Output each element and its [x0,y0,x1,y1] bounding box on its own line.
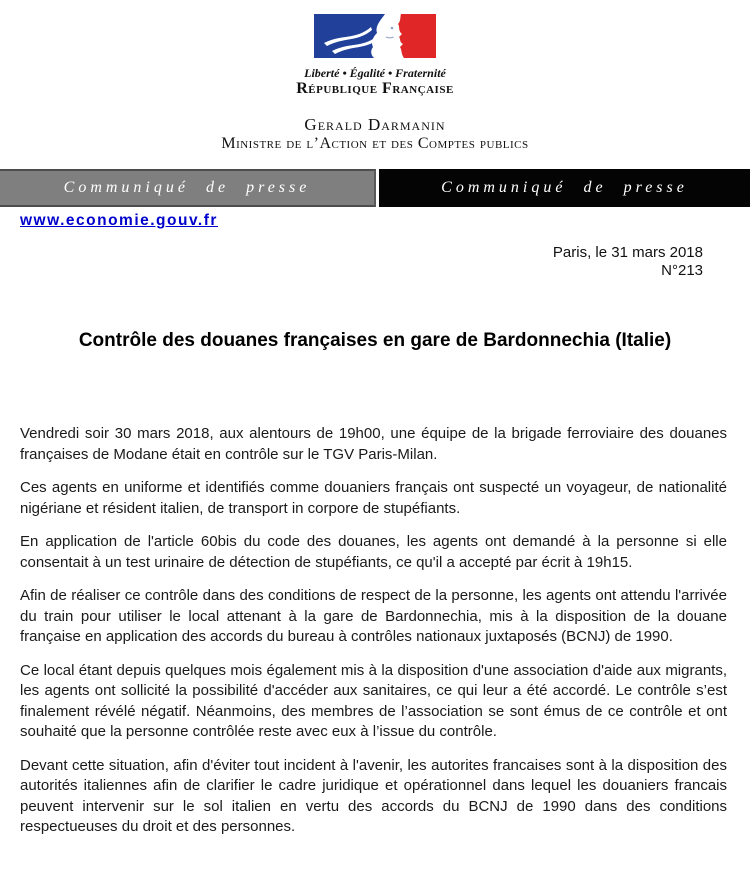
minister-name: Gerald Darmanin [304,115,446,134]
paragraph: En application de l'article 60bis du code des douanes, les agents ont demandé à la personne si elle consentait à un test urinaire de détection de stupéfiants, ce qu'il a accepté par écrit à 19h15. [20,533,727,571]
header [0,0,750,153]
press-banners [0,169,750,207]
banner-gray [0,169,376,207]
logo-motto: Liberté • Égalité • Fraternité [304,66,446,80]
dateline-place-date: Paris, le 31 mars 2018 [552,244,703,261]
dateline [0,244,750,280]
minister-title: Ministre de l’Action et des Comptes publics [221,135,529,152]
dateline-number: N°213 [661,262,703,279]
paragraph: Vendredi soir 30 mars 2018, aux alentours de 19h00, une équipe de la brigade ferroviaire des douanes françaises de Modane était en contrôle sur le TGV Paris-Milan. [20,425,727,463]
website-link[interactable]: www.economie.gouv.fr [20,212,218,229]
document-body [20,424,727,838]
minister-block [0,115,750,153]
paragraph: Ces agents en uniforme et identifiés comme douaniers français ont suspecté un voyageur, de nationalité nigériane et résident italien, de transport in corpore de stupéfiants. [20,479,727,517]
republique-francaise-flag-icon [314,14,436,58]
paragraph: Devant cette situation, afin d'éviter tout incident à l'avenir, les autorites francaises sont à la disposition des autorités italiennes afin de clarifier le cadre juridique et opérationnel dans lequel les douaniers francais peuvent intervenir sur le sol italien en vertu des accords du BCNJ de 1990 dans des conditions respectueuses du droit et des personnes. [20,756,727,835]
banner-black-label: Communiqué de presse [441,179,688,196]
logo-republic-name: République Française [296,80,454,97]
document-title: Contrôle des douanes françaises en gare de Bardonnechia (Italie) [78,330,672,351]
banner-black [379,169,750,207]
banner-gray-label: Communiqué de presse [63,179,311,196]
paragraph: Afin de réaliser ce contrôle dans des conditions de respect de la personne, les agents ont attendu l'arrivée du train pour utiliser le local attenant à la gare de Bardonnechia, mis à la disposition de la douane française en application des accords du bureau à contrôles nationaux juxtaposés (BCNJ) de 1990. [20,587,727,645]
paragraph: Ce local étant depuis quelques mois également mis à la disposition d'une association d'aide aux migrants, les agents ont sollicité la possibilité d'accéder aux sanitaires, ce qui leur a été accordé. Le contrôle s’est finalement révélé négatif. Néanmoins, des membres de l’association se sont émus de ce contrôle et ont souhaité que la personne contrôlée reste avec eux à l’issue du contrôle. [20,661,727,740]
